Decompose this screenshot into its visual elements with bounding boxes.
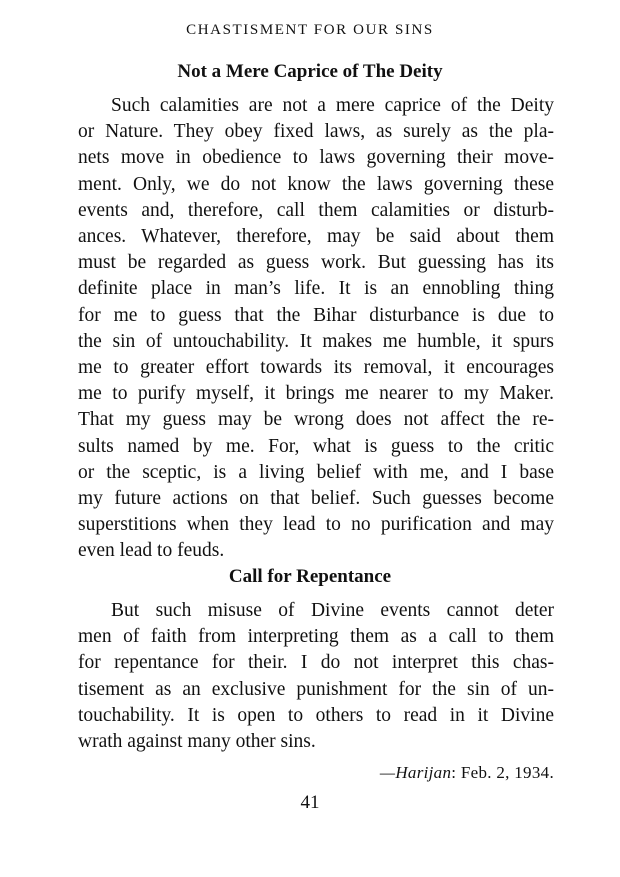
text-line: superstitions when they lead to no purification and may bbox=[78, 514, 554, 536]
text-line: or Nature. They obey fixed laws, as surely as the pla- bbox=[78, 121, 554, 143]
publication-date: : Feb. 2, 1934. bbox=[451, 763, 554, 782]
text-line: That my guess may be wrong does not affect the re- bbox=[78, 409, 554, 431]
text-line: definite place in man’s life. It is an ennobling thing bbox=[78, 278, 554, 300]
text-line: the sin of untouchability. It makes me humble, it spurs bbox=[78, 330, 554, 352]
text-line: wrath against many other sins. bbox=[78, 731, 316, 753]
page-number: 41 bbox=[300, 792, 320, 813]
text-line: men of faith from interpreting them as a call to them bbox=[78, 626, 554, 648]
text-line: nets move in obedience to laws governing their move- bbox=[78, 147, 554, 169]
text-line: for repentance for their. I do not interpret this chas- bbox=[78, 652, 554, 674]
section-heading: Not a Mere Caprice of The Deity bbox=[177, 61, 443, 82]
text-line: me to purify myself, it brings me nearer to my Maker. bbox=[78, 383, 554, 405]
source-citation bbox=[380, 763, 554, 783]
text-line: my future actions on that belief. Such guesses become bbox=[78, 488, 554, 510]
text-line: or the sceptic, is a living belief with me, and I base bbox=[78, 461, 554, 483]
text-line: But such misuse of Divine events cannot deter bbox=[111, 600, 554, 621]
body-paragraph bbox=[78, 598, 554, 755]
text-line: for me to guess that the Bihar disturbance is due to bbox=[78, 304, 554, 326]
publication-name: —Harijan bbox=[379, 763, 452, 782]
text-line: even lead to feuds. bbox=[78, 540, 225, 562]
body-paragraph bbox=[78, 93, 554, 565]
text-line: ment. Only, we do not know the laws governing these bbox=[78, 173, 554, 195]
text-line: tisement as an exclusive punishment for the sin of un- bbox=[78, 678, 554, 700]
text-line: Such calamities are not a mere caprice of the Deity bbox=[111, 95, 554, 116]
text-line: sults named by me. For, what is guess to the critic bbox=[78, 435, 554, 457]
section-heading: Call for Repentance bbox=[228, 566, 392, 587]
text-line: must be regarded as guess work. But guessing has its bbox=[78, 252, 554, 274]
text-line: events and, therefore, call them calamities or disturb- bbox=[78, 199, 554, 221]
text-line: me to greater effort towards its removal, it encourages bbox=[78, 357, 554, 379]
running-head: CHASTISMENT FOR OUR SINS bbox=[186, 22, 434, 38]
text-line: ances. Whatever, therefore, may be said about them bbox=[78, 226, 554, 248]
text-line: touchability. It is open to others to read in it Divine bbox=[78, 704, 554, 726]
